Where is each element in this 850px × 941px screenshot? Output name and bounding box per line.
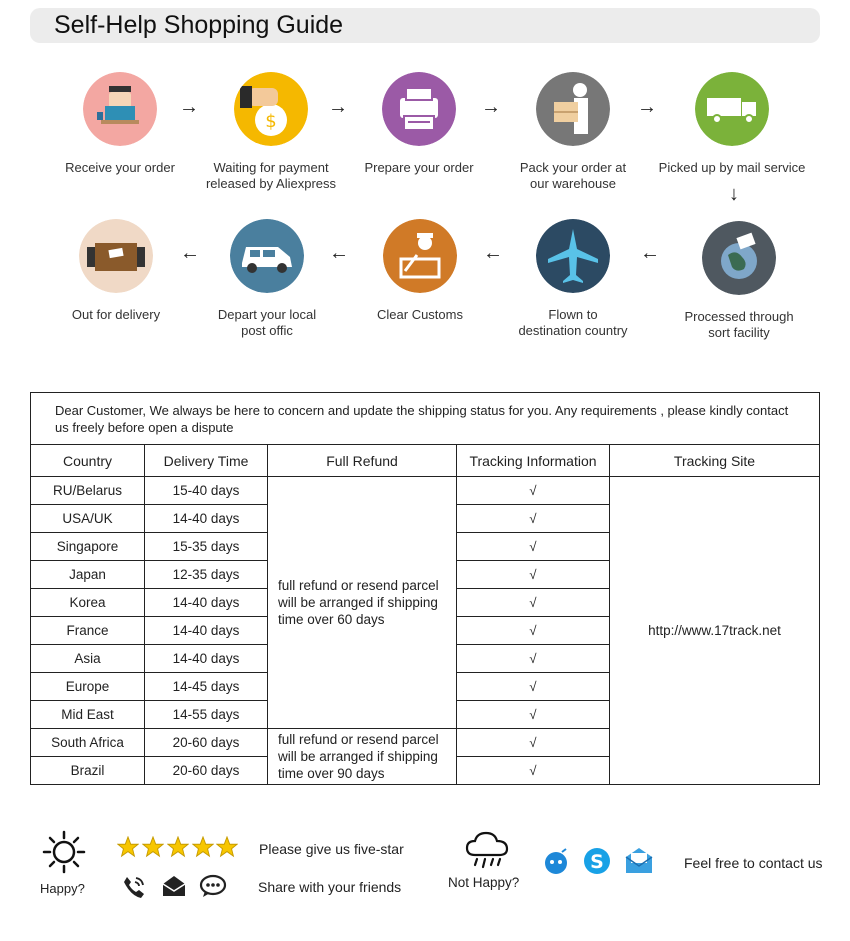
right-arrow-icon: → bbox=[328, 96, 348, 118]
globe-icon bbox=[702, 221, 776, 295]
step-label: Receive your order bbox=[65, 160, 175, 175]
country-cell: Europe bbox=[31, 673, 145, 701]
happy-label: Happy? bbox=[40, 881, 85, 896]
country-cell: France bbox=[31, 617, 145, 645]
step-label: Waiting for payment released by Aliexpress bbox=[205, 160, 337, 191]
left-arrow-icon: ← bbox=[640, 242, 660, 264]
check-cell: √ bbox=[457, 477, 610, 505]
step-receive-order bbox=[35, 72, 205, 176]
step-label: Depart your local post offic bbox=[217, 307, 317, 338]
check-cell: √ bbox=[457, 729, 610, 757]
right-arrow-icon: → bbox=[637, 96, 657, 118]
five-star-text: Please give us five-star bbox=[259, 841, 404, 857]
star-icon[interactable] bbox=[142, 836, 164, 858]
time-cell: 14-40 days bbox=[145, 505, 268, 533]
right-arrow-icon: → bbox=[179, 96, 199, 118]
time-cell: 14-40 days bbox=[145, 589, 268, 617]
right-arrow-icon: → bbox=[481, 96, 501, 118]
country-cell: Brazil bbox=[31, 757, 145, 785]
country-cell: Asia bbox=[31, 645, 145, 673]
time-cell: 15-40 days bbox=[145, 477, 268, 505]
check-cell: √ bbox=[457, 645, 610, 673]
sun-icon bbox=[41, 829, 87, 875]
down-arrow-icon: ↓ bbox=[729, 183, 739, 205]
star-icon[interactable] bbox=[117, 836, 139, 858]
tracking-site-link[interactable]: http://www.17track.net bbox=[610, 477, 820, 785]
page-title: Self-Help Shopping Guide bbox=[54, 11, 344, 39]
left-arrow-icon: ← bbox=[329, 242, 349, 264]
chat-icon[interactable] bbox=[199, 874, 227, 898]
left-arrow-icon: ← bbox=[483, 242, 503, 264]
step-depart-post bbox=[182, 219, 352, 339]
refund-90-cell: full refund or resend parcel will be arranged if shipping time over 90 days bbox=[268, 729, 457, 785]
check-cell: √ bbox=[457, 757, 610, 785]
country-cell: Korea bbox=[31, 589, 145, 617]
header-bar bbox=[30, 8, 820, 43]
step-out-for-delivery bbox=[31, 219, 201, 323]
table-intro: Dear Customer, We always be here to concern and update the shipping status for you. Any requirements , please kindly contact us freely before open a dispute bbox=[31, 393, 820, 445]
printer-icon bbox=[382, 72, 456, 146]
time-cell: 14-55 days bbox=[145, 701, 268, 729]
step-picked-up bbox=[647, 72, 817, 176]
country-cell: South Africa bbox=[31, 729, 145, 757]
refund-60-cell: full refund or resend parcel will be arranged if shipping time over 60 days bbox=[268, 477, 457, 729]
step-prepare-order bbox=[334, 72, 504, 176]
time-cell: 14-45 days bbox=[145, 673, 268, 701]
step-customs bbox=[335, 219, 505, 323]
header-country: Country bbox=[31, 445, 145, 477]
receive-order-icon bbox=[83, 72, 157, 146]
svg-text:$: $ bbox=[265, 111, 277, 132]
step-label: Prepare your order bbox=[364, 160, 474, 175]
phone-icon[interactable] bbox=[121, 874, 147, 900]
airplane-icon bbox=[536, 219, 610, 293]
header-tracking-info: Tracking Information bbox=[457, 445, 610, 477]
mail-icon[interactable] bbox=[161, 874, 187, 898]
step-label: Pack your order at our warehouse bbox=[519, 160, 627, 191]
customs-officer-icon bbox=[383, 219, 457, 293]
skype-icon[interactable] bbox=[582, 846, 612, 876]
time-cell: 15-35 days bbox=[145, 533, 268, 561]
header-delivery-time: Delivery Time bbox=[145, 445, 268, 477]
header-full-refund: Full Refund bbox=[268, 445, 457, 477]
table-row bbox=[31, 477, 820, 505]
time-cell: 12-35 days bbox=[145, 561, 268, 589]
step-label: Flown to destination country bbox=[518, 307, 628, 338]
step-label: Out for delivery bbox=[71, 307, 161, 322]
star-icon[interactable] bbox=[192, 836, 214, 858]
country-cell: Mid East bbox=[31, 701, 145, 729]
check-cell: √ bbox=[457, 505, 610, 533]
star-icon[interactable] bbox=[216, 836, 238, 858]
check-cell: √ bbox=[457, 617, 610, 645]
contact-text: Feel free to contact us bbox=[684, 855, 823, 871]
country-cell: USA/UK bbox=[31, 505, 145, 533]
step-waiting-payment bbox=[186, 72, 356, 192]
star-icon[interactable] bbox=[167, 836, 189, 858]
messenger-icon[interactable] bbox=[542, 848, 570, 876]
step-label: Processed through sort facility bbox=[684, 309, 794, 340]
money-bag-icon bbox=[234, 72, 308, 146]
header-tracking-site: Tracking Site bbox=[610, 445, 820, 477]
check-cell: √ bbox=[457, 589, 610, 617]
delivery-box-icon bbox=[79, 219, 153, 293]
check-cell: √ bbox=[457, 701, 610, 729]
van-icon bbox=[230, 219, 304, 293]
envelope-icon[interactable] bbox=[624, 845, 654, 875]
step-label: Picked up by mail service bbox=[658, 160, 806, 175]
time-cell: 20-60 days bbox=[145, 729, 268, 757]
time-cell: 20-60 days bbox=[145, 757, 268, 785]
time-cell: 14-40 days bbox=[145, 645, 268, 673]
step-flown bbox=[488, 219, 658, 339]
step-sort-facility bbox=[654, 221, 824, 341]
shipping-table bbox=[30, 392, 820, 785]
country-cell: RU/Belarus bbox=[31, 477, 145, 505]
package-icon bbox=[536, 72, 610, 146]
table-header-row bbox=[31, 445, 820, 477]
check-cell: √ bbox=[457, 533, 610, 561]
truck-icon bbox=[695, 72, 769, 146]
country-cell: Singapore bbox=[31, 533, 145, 561]
share-text: Share with your friends bbox=[258, 879, 402, 895]
left-arrow-icon: ← bbox=[180, 242, 200, 264]
step-label: Clear Customs bbox=[377, 307, 463, 322]
svg-text:S: S bbox=[590, 851, 604, 873]
country-cell: Japan bbox=[31, 561, 145, 589]
step-pack-order bbox=[488, 72, 658, 192]
check-cell: √ bbox=[457, 561, 610, 589]
rain-cloud-icon bbox=[463, 829, 511, 871]
time-cell: 14-40 days bbox=[145, 617, 268, 645]
check-cell: √ bbox=[457, 673, 610, 701]
not-happy-label: Not Happy? bbox=[448, 875, 520, 890]
